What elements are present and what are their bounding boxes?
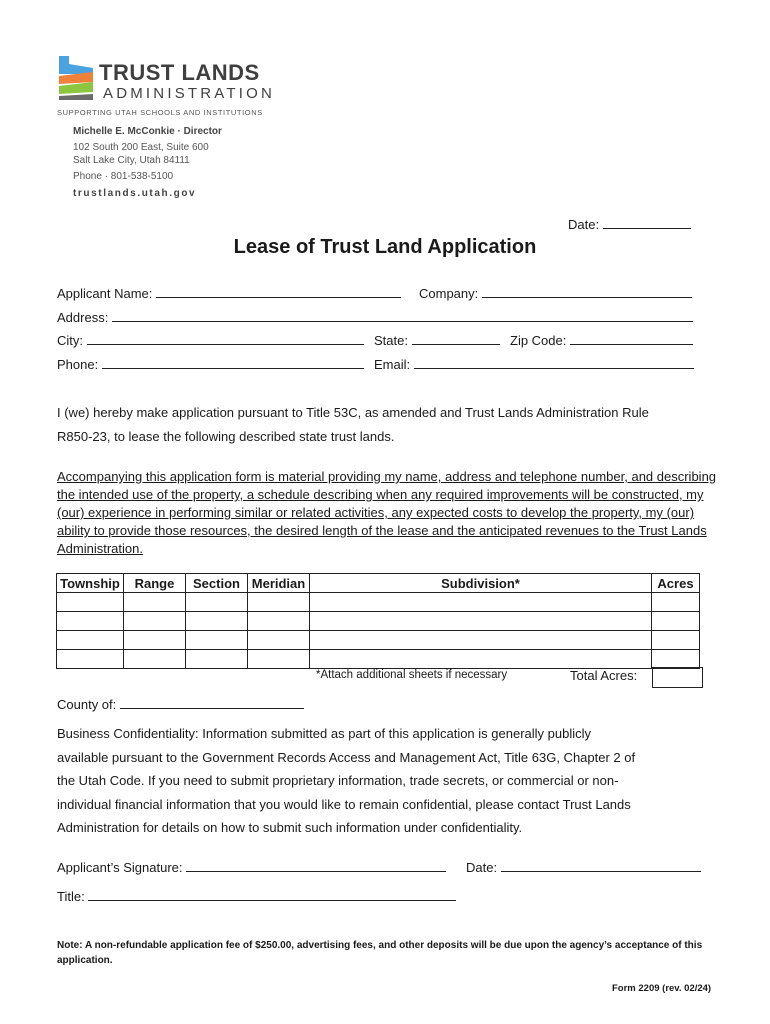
land-description-table bbox=[56, 573, 700, 669]
date-blank[interactable] bbox=[603, 217, 691, 229]
state-label: State: bbox=[374, 333, 408, 348]
county-label: County of: bbox=[57, 697, 117, 712]
trust-lands-logo bbox=[57, 54, 97, 102]
company-field[interactable] bbox=[419, 286, 692, 302]
confidentiality-line-1: Business Confidentiality: Information submitted as part of this application is generally publicly bbox=[57, 726, 591, 741]
address-blank[interactable] bbox=[112, 310, 693, 322]
signature-date-label: Date: bbox=[466, 860, 498, 875]
address-line-2: Salt Lake City, Utah 84111 bbox=[73, 155, 190, 166]
range-cell[interactable] bbox=[124, 631, 186, 650]
title-blank[interactable] bbox=[88, 889, 456, 901]
business-confidentiality bbox=[57, 722, 717, 840]
township-cell[interactable] bbox=[57, 631, 124, 650]
township-cell[interactable] bbox=[57, 593, 124, 612]
form-title: Lease of Trust Land Application bbox=[233, 236, 537, 258]
city-field[interactable] bbox=[57, 333, 364, 349]
total-acres-input[interactable] bbox=[652, 667, 703, 688]
zip-label: Zip Code: bbox=[510, 333, 567, 348]
address-label: Address: bbox=[57, 310, 109, 325]
city-label: City: bbox=[57, 333, 83, 348]
range-cell[interactable] bbox=[124, 650, 186, 669]
state-blank[interactable] bbox=[412, 333, 500, 345]
col-section: Section bbox=[186, 574, 248, 593]
acres-cell[interactable] bbox=[652, 631, 700, 650]
org-title: TRUST LANDS bbox=[99, 60, 260, 85]
accompanying-material-note: Accompanying this application form is material providing my name, address and telephone number, and describing the intended use of the property, a schedule describing when any required improvements will be constructed, my (our) experience in performing similar or related activities, any expected costs to develop the property, my (our) ability to provide those resources, the desired length of the lease and the anticipated revenues to the Trust Lands Administration. bbox=[57, 469, 717, 556]
range-cell[interactable] bbox=[124, 612, 186, 631]
total-acres-label: Total Acres: bbox=[570, 668, 638, 683]
org-tagline: SUPPORTING UTAH SCHOOLS AND INSTITUTIONS bbox=[57, 108, 263, 117]
date-field[interactable] bbox=[568, 217, 691, 233]
table-row bbox=[57, 612, 700, 631]
county-blank[interactable] bbox=[120, 697, 304, 709]
acres-cell[interactable] bbox=[652, 593, 700, 612]
subdivision-cell[interactable] bbox=[310, 612, 652, 631]
meridian-cell[interactable] bbox=[248, 631, 310, 650]
confidentiality-line-2: available pursuant to the Government Records Access and Management Act, Title 63G, Chapter 2 of bbox=[57, 749, 636, 765]
subdivision-cell[interactable] bbox=[310, 593, 652, 612]
phone-field[interactable] bbox=[57, 357, 364, 373]
township-cell[interactable] bbox=[57, 650, 124, 669]
signature-date-blank[interactable] bbox=[501, 860, 701, 872]
applicant-name-field[interactable] bbox=[57, 286, 401, 302]
applicant-name-blank[interactable] bbox=[156, 286, 401, 298]
meridian-cell[interactable] bbox=[248, 593, 310, 612]
col-township: Township bbox=[57, 574, 124, 593]
address-line-1: 102 South 200 East, Suite 600 bbox=[73, 142, 209, 153]
col-range: Range bbox=[124, 574, 186, 593]
acres-cell[interactable] bbox=[652, 650, 700, 669]
date-label: Date: bbox=[568, 217, 600, 232]
section-cell[interactable] bbox=[186, 631, 248, 650]
section-cell[interactable] bbox=[186, 593, 248, 612]
meridian-cell[interactable] bbox=[248, 612, 310, 631]
county-field[interactable] bbox=[57, 697, 304, 713]
table-row bbox=[57, 631, 700, 650]
form-number: Form 2209 (rev. 02/24) bbox=[612, 983, 712, 994]
applicant-name-label: Applicant Name: bbox=[57, 286, 153, 301]
confidentiality-line-4: individual financial information that you would like to remain confidential, please contact Trust Lands bbox=[57, 796, 631, 812]
company-label: Company: bbox=[419, 286, 479, 301]
phone-blank[interactable] bbox=[102, 357, 364, 369]
email-label: Email: bbox=[374, 357, 411, 372]
subdivision-cell[interactable] bbox=[310, 631, 652, 650]
confidentiality-line-3: the Utah Code. If you need to submit proprietary information, trade secrets, or commercial or non- bbox=[57, 773, 619, 788]
table-row bbox=[57, 650, 700, 669]
statement-line-2: R850-23, to lease the following described state trust lands. bbox=[57, 428, 395, 444]
city-blank[interactable] bbox=[87, 333, 364, 345]
application-statement bbox=[57, 401, 717, 448]
phone-number: Phone · 801-538-5100 bbox=[73, 171, 174, 182]
signature-label: Applicant’s Signature: bbox=[57, 860, 183, 875]
township-cell[interactable] bbox=[57, 612, 124, 631]
signature-field[interactable] bbox=[57, 860, 446, 876]
section-cell[interactable] bbox=[186, 612, 248, 631]
email-blank[interactable] bbox=[414, 357, 694, 369]
statement-line-1: I (we) hereby make application pursuant to Title 53C, as amended and Trust Lands Administration Rule bbox=[57, 405, 649, 420]
signature-date-field[interactable] bbox=[466, 860, 701, 876]
section-cell[interactable] bbox=[186, 650, 248, 669]
signature-blank[interactable] bbox=[186, 860, 446, 872]
col-meridian: Meridian bbox=[248, 574, 310, 593]
director-name: Michelle E. McConkie · Director bbox=[73, 126, 222, 137]
subdivision-cell[interactable] bbox=[310, 650, 652, 669]
email-field[interactable] bbox=[374, 357, 694, 373]
org-subtitle: ADMINISTRATION bbox=[103, 85, 276, 102]
fee-note: Note: A non-refundable application fee of $250.00, advertising fees, and other deposits will be due upon the agency’s acceptance of this application. bbox=[57, 940, 703, 966]
col-subdivision: Subdivision* bbox=[310, 574, 652, 593]
title-field[interactable] bbox=[57, 889, 456, 905]
phone-label: Phone: bbox=[57, 357, 99, 372]
attach-sheets-note: *Attach additional sheets if necessary bbox=[316, 669, 508, 681]
zip-blank[interactable] bbox=[570, 333, 693, 345]
zip-field[interactable] bbox=[510, 333, 693, 349]
website: trustlands.utah.gov bbox=[73, 188, 197, 199]
meridian-cell[interactable] bbox=[248, 650, 310, 669]
range-cell[interactable] bbox=[124, 593, 186, 612]
company-blank[interactable] bbox=[482, 286, 692, 298]
table-row bbox=[57, 593, 700, 612]
acres-cell[interactable] bbox=[652, 612, 700, 631]
title-label: Title: bbox=[57, 889, 85, 904]
col-acres: Acres bbox=[652, 574, 700, 593]
state-field[interactable] bbox=[374, 333, 500, 349]
address-field[interactable] bbox=[57, 310, 693, 326]
confidentiality-line-5: Administration for details on how to submit such information under confidentiality. bbox=[57, 820, 523, 835]
